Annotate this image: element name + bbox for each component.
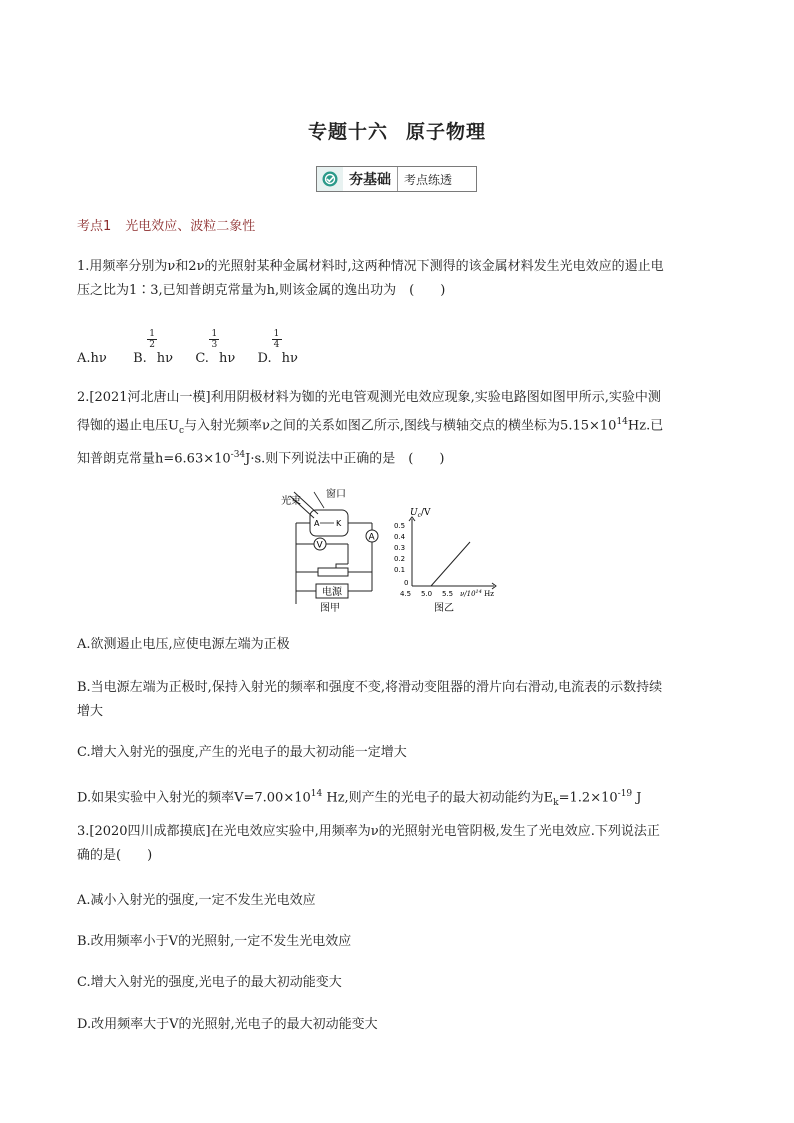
question-3-stem — [77, 820, 722, 868]
question-1-stem — [77, 255, 722, 303]
figure-a-circuit — [276, 482, 386, 614]
fig-b-xtick: 5.0 — [421, 590, 433, 598]
q2-option-b: B.当电源左端为正极时,保持入射光的频率和强度不变,将滑动变阻器的滑片向右滑动,电流表的示数持续 增大 — [77, 680, 663, 719]
q3-line-2: 确的是( ) — [77, 848, 153, 863]
fig-b-ytick: 0.5 — [394, 522, 406, 530]
title-part-1: 专题十六 — [307, 121, 388, 143]
q3-option-a: A.减小入射光的强度,一定不发生光电效应 — [77, 893, 316, 908]
fig-a-source-label: 电源 — [322, 587, 342, 598]
q2-line-2: 得铷的遏止电压$U_c$与入射光频率ν之间的关系如图乙所示,图线与横轴交点的横坐标为$5.15\times 10^{14}Hz$.已 — [77, 417, 664, 436]
fig-a-light-label: 光束 — [281, 496, 301, 507]
q2-option-a: A.欲测遏止电压,应使电源左端为正极 — [77, 637, 290, 652]
fig-a-cathode-label: K — [336, 519, 342, 528]
q1-option-a: A.hν — [77, 351, 107, 366]
q2-line-1: 2.[2021河北唐山一模]利用阴极材料为铷的光电管观测光电效应现象,实验电路图如图甲所示,实验中测 — [77, 390, 661, 405]
badge-main: 夯基础 — [343, 167, 398, 191]
badge-sub: 考点练透 — [404, 172, 453, 187]
q3-option-b: B.改用频率小于V的光照射,一定不发生光电效应 — [77, 934, 352, 949]
fig-b-ytick: 0 — [404, 579, 409, 587]
section-title: 光电效应、波粒二象性 — [125, 219, 256, 234]
q3-line-1: 3.[2020四川成都摸底]在光电效应实验中,用频率为ν的光照射光电管阴极,发生了光电效应.下列说法正 — [77, 824, 660, 839]
fig-b-ylabel: $U_c/V$ — [410, 508, 431, 519]
q1-option-c: C. $\frac{1}{3}$ hν — [195, 329, 236, 366]
fig-b-caption: 图乙 — [434, 603, 454, 614]
figure-b-graph — [392, 505, 510, 615]
fig-b-xlabel: $\nu/10^{14}$ Hz — [460, 589, 494, 598]
q1-line-1: 1.用频率分别为ν和2ν的光照射某种金属材料时,这两种情况下测得的该金属材料发生光电效应的遏止电 — [77, 259, 664, 274]
fig-b-ytick: 0.4 — [394, 533, 406, 541]
q1-line-2: 压之比为1∶3,已知普朗克常量为h,则该金属的逸出功为 ( ) — [77, 283, 446, 298]
q2-option-d: D.如果实验中入射光的频率$V=7.00\times 10^{14}$ Hz,则产生的光电子的最大初动能约为$E_k=1.2\times 10^{-19}$ J — [77, 789, 642, 808]
q2-option-c: C.增大入射光的强度,产生的光电子的最大初动能一定增大 — [77, 745, 407, 760]
fig-b-ytick: 0.3 — [394, 544, 406, 552]
section-badge — [316, 166, 477, 192]
fig-a-anode-label: A — [314, 519, 320, 528]
q1-option-d: D. $\frac{1}{4}$ hν — [257, 329, 298, 366]
target-check-icon — [317, 167, 343, 191]
fig-b-ytick: 0.2 — [394, 555, 406, 563]
page-title — [0, 117, 794, 144]
q1-option-b: B. $\frac{1}{2}$ hν — [133, 329, 174, 366]
fig-a-rheostat — [318, 568, 348, 576]
question-1-options — [77, 329, 298, 369]
q2-line-3: 知普朗克常量$h=6.63\times 10^{-34}J\cdot s$.则下列说法中正确的是 ( ) — [77, 449, 445, 467]
section-label: 考点1 — [77, 219, 112, 234]
fig-a-ammeter-label: A — [368, 532, 375, 543]
fig-a-caption: 图甲 — [320, 603, 340, 614]
fig-a-voltmeter-label: V — [316, 540, 323, 551]
q3-option-d: D.改用频率大于V的光照射,光电子的最大初动能变大 — [77, 1017, 378, 1032]
fig-b-xtick: 5.5 — [442, 590, 454, 598]
fig-b-ytick: 0.1 — [394, 566, 406, 574]
title-part-2: 原子物理 — [406, 121, 487, 143]
question-2-stem — [77, 386, 722, 471]
section-heading — [77, 215, 255, 234]
fig-b-xtick: 4.5 — [400, 590, 412, 598]
q3-option-c: C.增大入射光的强度,光电子的最大初动能变大 — [77, 975, 342, 990]
fig-b-line — [431, 542, 470, 586]
fig-a-window-label: 窗口 — [326, 489, 346, 500]
